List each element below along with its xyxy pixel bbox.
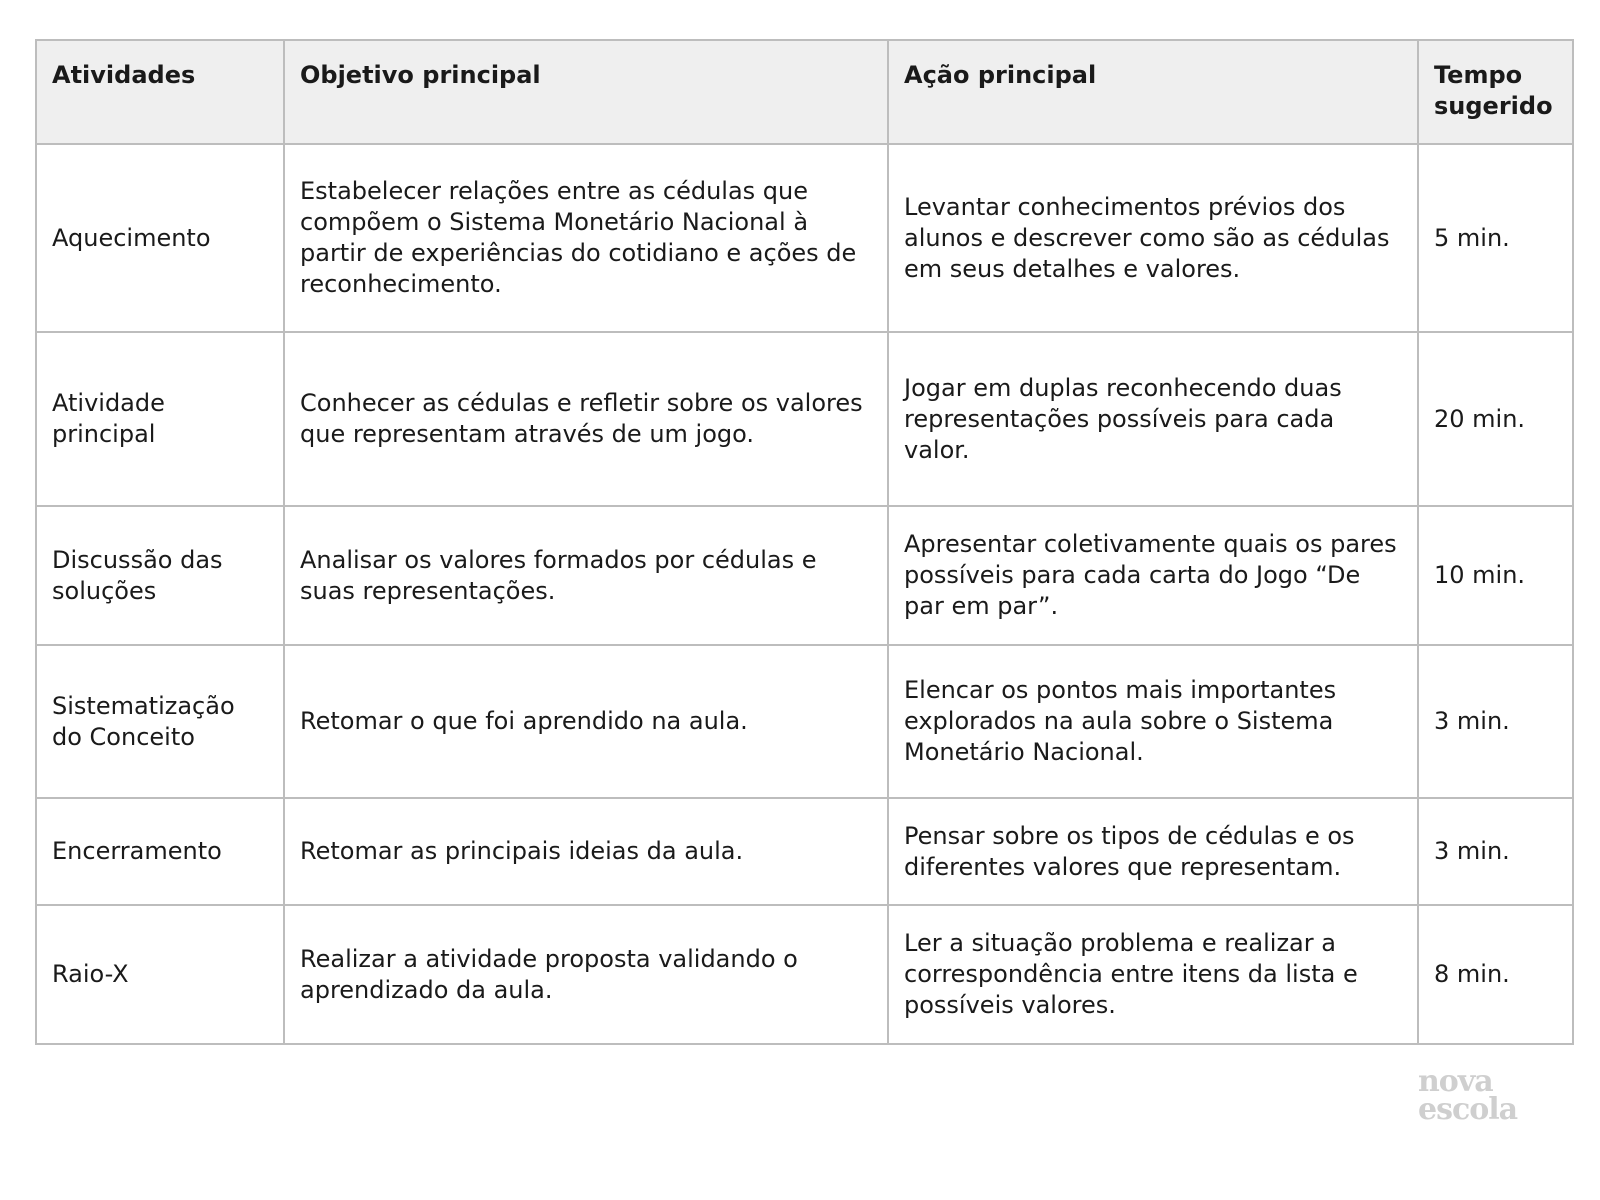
cell-atividade: Atividade principal: [36, 332, 284, 506]
cell-atividade: Encerramento: [36, 798, 284, 905]
table-row: [36, 506, 1573, 645]
cell-tempo: 5 min.: [1418, 144, 1573, 332]
cell-objetivo: Estabelecer relações entre as cédulas que compõem o Sistema Monetário Nacional à partir de experiências do cotidiano e ações de reconhecimento.: [284, 144, 888, 332]
header-atividades: Atividades: [36, 40, 284, 144]
cell-acao: Pensar sobre os tipos de cédulas e os diferentes valores que representam.: [888, 798, 1418, 905]
cell-objetivo: Retomar o que foi aprendido na aula.: [284, 645, 888, 798]
header-tempo: Tempo sugerido: [1418, 40, 1573, 144]
cell-atividade: Aquecimento: [36, 144, 284, 332]
cell-tempo: 8 min.: [1418, 905, 1573, 1044]
cell-acao: Elencar os pontos mais importantes explorados na aula sobre o Sistema Monetário Nacional.: [888, 645, 1418, 798]
table-row: [36, 798, 1573, 905]
table-row: [36, 645, 1573, 798]
cell-atividade: Discussão das soluções: [36, 506, 284, 645]
cell-tempo: 3 min.: [1418, 798, 1573, 905]
cell-objetivo: Conhecer as cédulas e refletir sobre os valores que representam através de um jogo.: [284, 332, 888, 506]
header-objetivo: Objetivo principal: [284, 40, 888, 144]
cell-acao: Ler a situação problema e realizar a correspondência entre itens da lista e possíveis valores.: [888, 905, 1418, 1044]
cell-atividade: Raio-X: [36, 905, 284, 1044]
logo-line-nova: nova: [1418, 1064, 1493, 1099]
cell-tempo: 10 min.: [1418, 506, 1573, 645]
cell-acao: Levantar conhecimentos prévios dos alunos e descrever como são as cédulas em seus detalhes e valores.: [888, 144, 1418, 332]
cell-tempo: 20 min.: [1418, 332, 1573, 506]
cell-tempo: 3 min.: [1418, 645, 1573, 798]
nova-escola-logo: [1418, 1064, 1538, 1127]
cell-atividade: Sistematização do Conceito: [36, 645, 284, 798]
table-row: [36, 332, 1573, 506]
logo-line-escola: escola: [1418, 1092, 1518, 1127]
table-row: [36, 905, 1573, 1044]
lesson-plan-table: [35, 39, 1574, 1045]
cell-objetivo: Retomar as principais ideias da aula.: [284, 798, 888, 905]
cell-objetivo: Realizar a atividade proposta validando o aprendizado da aula.: [284, 905, 888, 1044]
cell-acao: Apresentar coletivamente quais os pares possíveis para cada carta do Jogo “De par em par”.: [888, 506, 1418, 645]
cell-objetivo: Analisar os valores formados por cédulas e suas representações.: [284, 506, 888, 645]
cell-acao: Jogar em duplas reconhecendo duas representações possíveis para cada valor.: [888, 332, 1418, 506]
header-acao: Ação principal: [888, 40, 1418, 144]
header-row: [36, 40, 1573, 144]
table-row: [36, 144, 1573, 332]
